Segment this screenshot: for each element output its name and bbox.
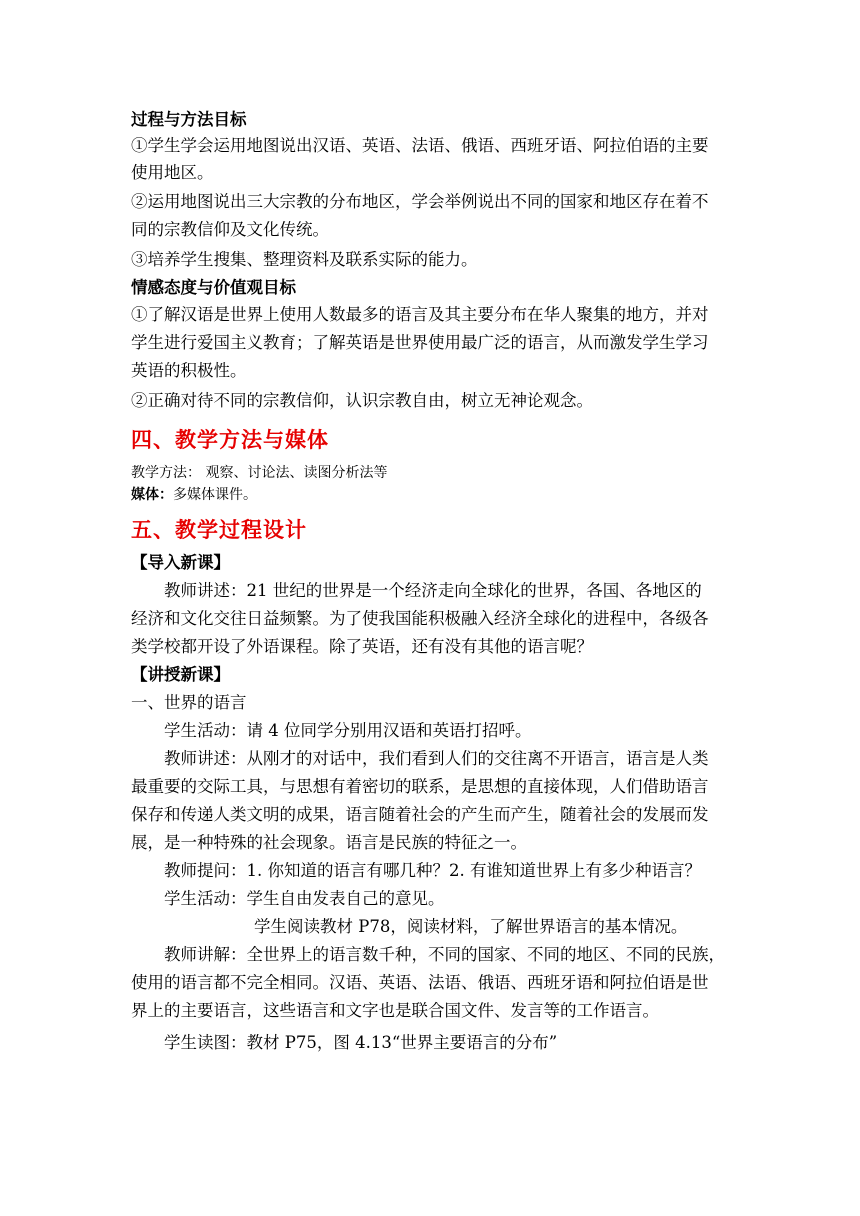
paragraph-line: ①学生学会运用地图说出汉语、英语、法语、俄语、西班牙语、阿拉伯语的主要 xyxy=(131,136,709,155)
paragraph-line: ②正确对待不同的宗教信仰，认识宗教自由，树立无神论观念。 xyxy=(131,391,593,410)
paragraph-line: 保存和传递人类文明的成果，语言随着社会的产生而产生，随着社会的发展而发 xyxy=(131,805,709,824)
paragraph-line: 经济和文化交往日益频繁。为了使我国能积极融入经济全球化的进程中，各级各 xyxy=(131,609,709,628)
heading-methods-media: 四、教学方法与媒体 xyxy=(131,428,329,452)
heading-process-design: 五、教学过程设计 xyxy=(131,518,307,542)
section-title-emotion-values: 情感态度与价值观目标 xyxy=(131,278,296,297)
intro-title: 【导入新课】 xyxy=(131,553,230,572)
paragraph-line: 界上的主要语言，这些语言和文字也是联合国文件、发言等的工作语言。 xyxy=(131,1001,659,1020)
paragraph-line: 学生活动：学生自由发表自己的意见。 xyxy=(164,889,445,908)
paragraph-line: 教师提问：1. 你知道的语言有哪几种？2. 有谁知道世界上有多少种语言？ xyxy=(164,861,701,880)
media-line xyxy=(131,482,731,508)
paragraph-line: 类学校都开设了外语课程。除了英语，还有没有其他的语言呢？ xyxy=(131,637,593,656)
paragraph-line: 教师讲述：21 世纪的世界是一个经济走向全球化的世界，各国、各地区的 xyxy=(164,581,702,600)
paragraph-line: ①了解汉语是世界上使用人数最多的语言及其主要分布在华人聚集的地方，并对 xyxy=(131,305,709,324)
paragraph-line: 使用的语言都不完全相同。汉语、英语、法语、俄语、西班牙语和阿拉伯语是世 xyxy=(131,973,709,992)
media-value: 多媒体课件。 xyxy=(173,487,257,503)
new-lesson-title: 【讲授新课】 xyxy=(131,665,230,684)
paragraph-line: 学生阅读教材 P78，阅读材料，了解世界语言的基本情况。 xyxy=(254,917,688,936)
paragraph-line: 学生活动：请 4 位同学分别用汉语和英语打招呼。 xyxy=(164,721,532,740)
paragraph-line: 同的宗教信仰及文化传统。 xyxy=(131,220,329,239)
sub-heading-languages: 一、世界的语言 xyxy=(131,693,247,712)
teaching-method-line: 教学方法： 观察、讨论法、读图分析法等 xyxy=(131,465,388,481)
paragraph-line: 使用地区。 xyxy=(131,163,214,182)
paragraph-line: 展，是一种特殊的社会现象。语言是民族的特征之一。 xyxy=(131,833,527,852)
paragraph-line: 英语的积极性。 xyxy=(131,361,247,380)
paragraph-line: ③培养学生搜集、整理资料及联系实际的能力。 xyxy=(131,250,478,269)
paragraph-line: ②运用地图说出三大宗教的分布地区，学会举例说出不同的国家和地区存在着不 xyxy=(131,192,709,211)
paragraph-line: 最重要的交际工具，与思想有着密切的联系，是思想的直接体现，人们借助语言 xyxy=(131,777,709,796)
paragraph-line: 教师讲述：从刚才的对话中，我们看到人们的交往离不开语言，语言是人类 xyxy=(164,749,709,768)
section-title-process-methods: 过程与方法目标 xyxy=(131,110,247,129)
paragraph-line: 学生读图：教材 P75，图 4.13“世界主要语言的分布” xyxy=(164,1033,558,1052)
media-label: 媒体： xyxy=(131,487,173,503)
paragraph-line: 教师讲解：全世界上的语言数千种，不同的国家、不同的地区、不同的民族， xyxy=(164,945,725,964)
paragraph-line: 学生进行爱国主义教育；了解英语是世界使用最广泛的语言，从而激发学生学习 xyxy=(131,333,709,352)
